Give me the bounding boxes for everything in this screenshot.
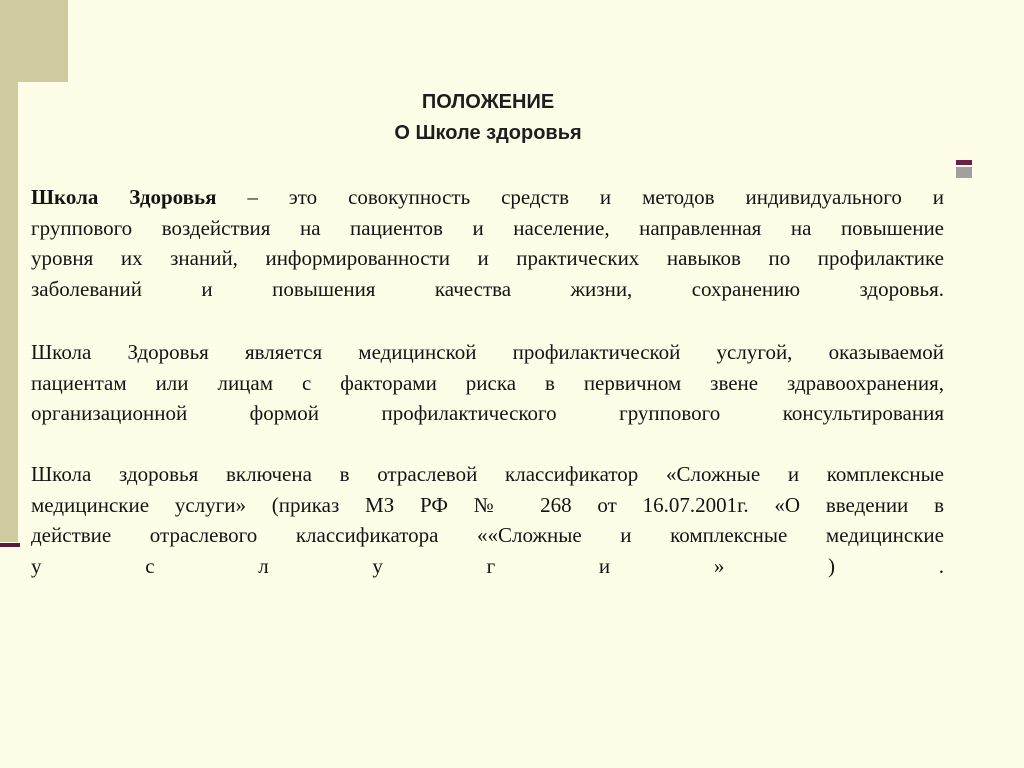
corner-bars-icon bbox=[956, 160, 972, 178]
document-title: ПОЛОЖЕНИЕ bbox=[421, 91, 555, 113]
decorative-left-strip bbox=[0, 82, 18, 542]
paragraph-line: медицинские услуги» (приказ МЗ РФ № 268 от 16.07.2001г. «О введении в bbox=[31, 492, 944, 517]
paragraph-line: пациентам или лицам с факторами риска в первичном звене здравоохранения, bbox=[31, 370, 944, 395]
paragraph-line bbox=[31, 182, 944, 213]
decorative-left-tick bbox=[0, 543, 20, 547]
paragraph-line: действие отраслевого классификатора ««Сложные и комплексные медицинские bbox=[31, 523, 944, 547]
paragraph-line: заболеваний и повышения качества жизни, сохранению здоровья. bbox=[31, 276, 944, 301]
paragraph-line: Школа Здоровья является медицинской профилактической услугой, оказываемой bbox=[31, 340, 944, 364]
paragraph-classifier bbox=[31, 459, 944, 581]
paragraph-line: организационной формой профилактического группового консультирования bbox=[31, 401, 944, 425]
paragraph-line: уровня их знаний, информированности и практических навыков по профилактике bbox=[31, 246, 944, 270]
defined-term: Школа Здоровья bbox=[31, 185, 217, 209]
document-subtitle: О Школе здоровья bbox=[394, 122, 582, 144]
paragraph-line: у с л у г и » ) . bbox=[31, 553, 944, 578]
decorative-top-left-block bbox=[0, 0, 68, 82]
paragraph-line: Школа здоровья включена в отраслевой классификатор «Сложные и комплексные bbox=[31, 462, 944, 486]
paragraph-service bbox=[31, 337, 944, 429]
paragraph-text: – это совокупность средств и методов индивидуального и bbox=[216, 185, 944, 209]
paragraph-definition bbox=[31, 182, 944, 304]
paragraph-line: группового воздействия на пациентов и население, направленная на повышение bbox=[31, 215, 944, 240]
